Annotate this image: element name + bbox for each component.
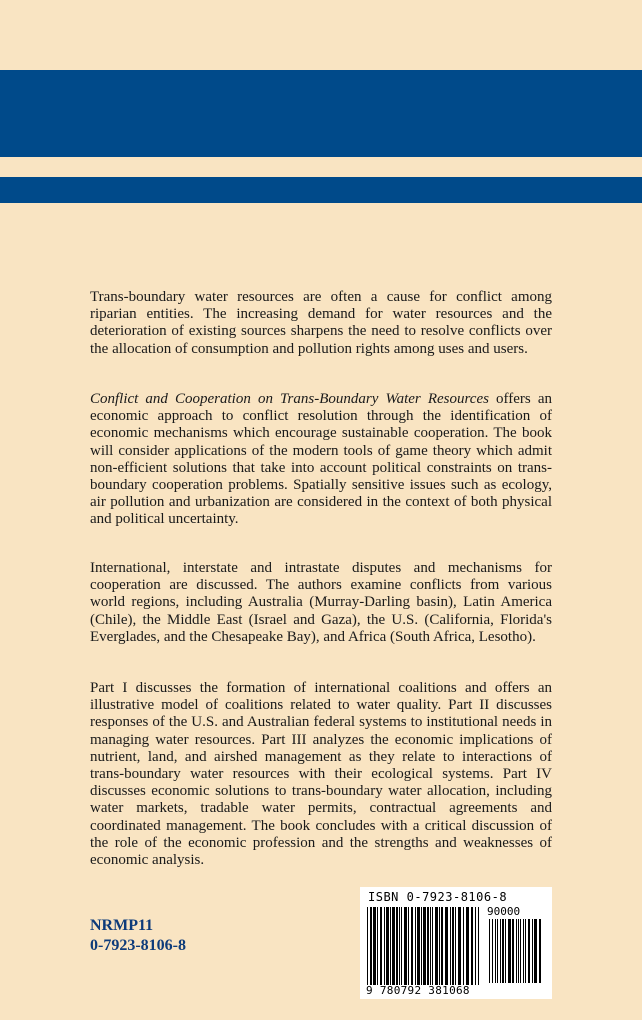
barcode-bar bbox=[497, 919, 498, 983]
barcode-bar bbox=[539, 919, 541, 983]
barcode-bar bbox=[404, 907, 407, 985]
barcode-bar bbox=[452, 907, 454, 985]
barcode-bar bbox=[390, 907, 391, 985]
ean-barcode-icon bbox=[366, 907, 482, 985]
barcode-bar bbox=[399, 907, 400, 985]
barcode-bar bbox=[427, 907, 429, 985]
barcode-bar bbox=[373, 907, 376, 985]
barcode-bar bbox=[478, 907, 479, 985]
barcode-bar bbox=[520, 919, 521, 983]
barcode-bar bbox=[455, 907, 456, 985]
barcode-bar bbox=[518, 919, 519, 983]
barcode-bar bbox=[475, 907, 476, 985]
barcode-bar bbox=[392, 907, 395, 985]
blurb-paragraph-4-text: Part I discusses the formation of international coalitions and offers an illustrative model of coalitions related to water quality. Part II discusses responses of the U.S. and Australian federal systems to institutional needs in managing water resources. Part III analyzes the economic implications of nutrient, land, and airshed management as they relate to interactions of trans-boundary water resources with their ecological systems. Part IV discusses economic solutions to trans-boundary water allocation, including water markets, tradable water permits, contractual agreements and coordinated management. The book concludes with a critical discussion of the role of the economic profession and the strengths and weaknesses of economic analysis. bbox=[90, 680, 552, 869]
barcode-bar bbox=[450, 907, 451, 985]
barcode-bar bbox=[445, 907, 448, 985]
barcode-bar bbox=[386, 907, 389, 985]
barcode-bar bbox=[377, 907, 378, 985]
barcode-bar bbox=[500, 919, 501, 983]
barcode-bar bbox=[435, 907, 438, 985]
barcode-box bbox=[360, 887, 552, 999]
series-code: NRMP11 bbox=[90, 917, 154, 934]
barcode-bar bbox=[408, 907, 409, 985]
barcode-bar bbox=[380, 907, 382, 985]
barcode-bar bbox=[441, 907, 443, 985]
barcode-bar bbox=[466, 907, 469, 985]
blurb-paragraph-3-text: International, interstate and intrastate disputes and mechanisms for cooperation are discussed. The authors examine conflicts from various world regions, including Australia (Murray-Darling basin), Latin America (Chile), the Middle East (Israel and Gaza), the U.S. (California, Florida's Everglades, and the Chesapeake Bay), and Africa (South Africa, Lesotho). bbox=[90, 560, 552, 645]
barcode-bar bbox=[512, 919, 514, 983]
barcode-bar bbox=[489, 919, 490, 983]
blurb-paragraph-1 bbox=[90, 289, 552, 358]
barcode-bar bbox=[415, 907, 416, 985]
barcode-bar bbox=[516, 919, 517, 983]
barcode-bar bbox=[492, 919, 493, 983]
blurb-paragraph-3 bbox=[90, 560, 552, 646]
barcode-bar bbox=[523, 919, 524, 983]
barcode-bar bbox=[439, 907, 440, 985]
barcode-bar bbox=[458, 907, 461, 985]
barcode-bar bbox=[423, 907, 426, 985]
lower-color-band bbox=[0, 177, 642, 203]
barcode-bar bbox=[505, 919, 506, 983]
barcode-bar bbox=[471, 907, 473, 985]
barcode-bar bbox=[463, 907, 464, 985]
barcode-bar bbox=[411, 907, 413, 985]
book-title-italic: Conflict and Cooperation on Trans-Boundary Water Resources bbox=[90, 391, 489, 407]
barcode-bar bbox=[401, 907, 402, 985]
barcode-bar bbox=[417, 907, 420, 985]
barcode-bar bbox=[508, 919, 511, 983]
isbn-short: 0-7923-8106-8 bbox=[90, 937, 186, 954]
barcode-bar bbox=[532, 919, 533, 983]
top-color-band bbox=[0, 70, 642, 157]
barcode-bar bbox=[432, 907, 433, 985]
barcode-bar bbox=[430, 907, 431, 985]
barcode-price-code: 90000 bbox=[487, 905, 521, 918]
barcode-bar bbox=[367, 907, 368, 985]
barcode-isbn-label: ISBN 0-7923-8106-8 bbox=[368, 890, 508, 904]
barcode-bar bbox=[384, 907, 385, 985]
barcode-bar bbox=[525, 919, 526, 983]
addon-barcode-icon bbox=[488, 919, 544, 983]
barcode-bar bbox=[421, 907, 422, 985]
blurb-paragraph-2-text: offers an economic approach to conflict resolution through the identification of economic mechanisms which encourage sustainable cooperation. The book will consider applications of the modern tools of game theory which admit non-efficient solutions that take into account political constraints on trans-boundary cooperation problems. Spatially sensitive issues such as ecology, air pollution and urbanization are considered in the context of both physical and political uncertainty. bbox=[90, 391, 552, 528]
barcode-bar bbox=[495, 919, 496, 983]
barcode-bar bbox=[534, 919, 537, 983]
blurb-paragraph-4 bbox=[90, 680, 552, 869]
barcode-bar bbox=[502, 919, 504, 983]
catalog-info bbox=[90, 916, 186, 956]
blurb-paragraph-2 bbox=[90, 391, 552, 529]
barcode-bar bbox=[370, 907, 372, 985]
barcode-bar bbox=[528, 919, 530, 983]
blurb-paragraph-1-text: Trans-boundary water resources are often a cause for conflict among riparian entities. The increasing demand for water resources and the deterioration of existing sources sharpens the need to resolve conflicts over the allocation of consumption and pollution rights among uses and users. bbox=[90, 289, 552, 357]
barcode-bar bbox=[396, 907, 398, 985]
barcode-ean-digits: 9 780792 381068 bbox=[366, 984, 470, 997]
